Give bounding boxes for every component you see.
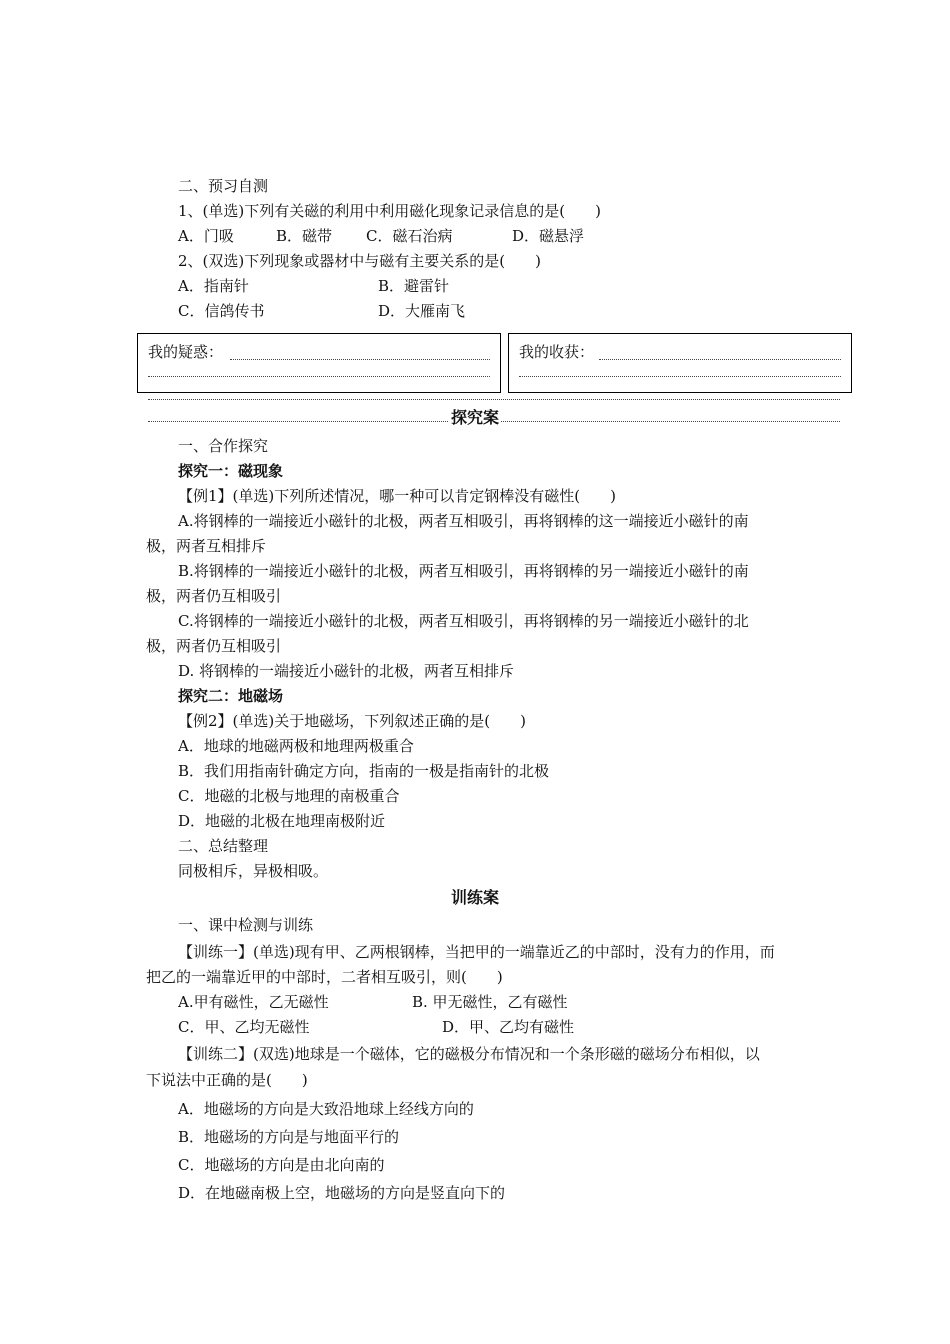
- q2-option-c: C．信鸽传书: [178, 302, 265, 320]
- doubt-writing-line[interactable]: [148, 376, 490, 377]
- t1-stem-cont: 把乙的一端靠近甲的中部时，二者相互吸引，则( ): [146, 968, 503, 986]
- ex1-option-c-cont: 极，两者仍互相吸引: [146, 637, 282, 655]
- ex1-option-b: B.将钢棒的一端接近小磁针的北极，两者互相吸引，再将钢棒的另一端接近小磁针的南: [178, 562, 749, 580]
- gain-writing-line[interactable]: [599, 359, 841, 360]
- t2-option-b: B．地磁场的方向是与地面平行的: [178, 1128, 400, 1146]
- ex2-option-c: C．地磁的北极与地理的南极重合: [178, 787, 400, 805]
- t2-option-a: A．地磁场的方向是大致沿地球上经线方向的: [178, 1100, 474, 1118]
- q2-option-b: B．避雷针: [378, 277, 450, 295]
- training-heading: 一、课中检测与训练: [178, 916, 314, 934]
- q1-option-b: B．磁带: [276, 227, 333, 245]
- q1-option-a: A．门吸: [178, 227, 234, 245]
- ex1-option-a-cont: 极，两者互相排斥: [146, 537, 267, 555]
- ex1-option-a: A.将钢棒的一端接近小磁针的北极，两者互相吸引，再将钢棒的这一端接近小磁针的南: [178, 512, 749, 530]
- q2-option-d: D．大雁南飞: [378, 302, 466, 320]
- ex2-option-d: D．地磁的北极在地理南极附近: [178, 812, 386, 830]
- divider-line: [148, 399, 840, 400]
- ex2-stem: 【例2】(单选)关于地磁场，下列叙述正确的是( ): [178, 712, 526, 730]
- t1-stem: 【训练一】(单选)现有甲、乙两根钢棒，当把甲的一端靠近乙的中部时，没有力的作用，而: [178, 943, 775, 961]
- q1-option-c: C．磁石治病: [366, 227, 453, 245]
- q1-stem: 1、(单选)下列有关磁的利用中利用磁化现象记录信息的是( ): [178, 202, 601, 220]
- doubt-label: 我的疑惑：: [148, 343, 224, 361]
- t1-option-b: B. 甲无磁性，乙有磁性: [412, 993, 568, 1011]
- ex1-option-b-cont: 极，两者仍互相吸引: [146, 587, 282, 605]
- t2-stem-cont: 下说法中正确的是( ): [146, 1071, 308, 1089]
- t2-stem: 【训练二】(双选)地球是一个磁体，它的磁极分布情况和一个条形磁的磁场分布相似，以: [178, 1045, 760, 1063]
- t1-option-d: D．甲、乙均有磁性: [442, 1018, 575, 1036]
- q1-option-d: D．磁悬浮: [512, 227, 585, 245]
- doubt-box: [137, 333, 501, 393]
- q2-option-a: A．指南针: [178, 277, 249, 295]
- explore-heading: 一、合作探究: [178, 437, 269, 455]
- summary-heading: 二、总结整理: [178, 837, 269, 855]
- summary-text: 同极相斥，异极相吸。: [178, 862, 329, 880]
- t1-option-a: A.甲有磁性，乙无磁性: [178, 993, 329, 1011]
- topic2-heading: 探究二：地磁场: [178, 687, 284, 705]
- training-title: 训练案: [450, 888, 499, 907]
- ex1-option-c: C.将钢棒的一端接近小磁针的北极，两者互相吸引，再将钢棒的另一端接近小磁针的北: [178, 612, 749, 630]
- gain-label: 我的收获：: [519, 343, 595, 361]
- t2-option-d: D．在地磁南极上空，地磁场的方向是竖直向下的: [178, 1184, 506, 1202]
- ex2-option-a: A．地球的地磁两极和地理两极重合: [178, 737, 414, 755]
- ex1-stem: 【例1】(单选)下列所述情况，哪一种可以肯定钢棒没有磁性( ): [178, 487, 616, 505]
- doubt-writing-line[interactable]: [230, 359, 490, 360]
- topic1-heading: 探究一：磁现象: [178, 462, 284, 480]
- gain-box: [508, 333, 852, 393]
- explore-title: [0, 408, 950, 428]
- q2-stem: 2、(双选)下列现象或器材中与磁有主要关系的是( ): [178, 252, 541, 270]
- preview-heading: 二、预习自测: [178, 177, 269, 195]
- t2-option-c: C．地磁场的方向是由北向南的: [178, 1156, 385, 1174]
- explore-title-text: 探究案: [450, 408, 499, 427]
- t1-option-c: C．甲、乙均无磁性: [178, 1018, 310, 1036]
- ex1-option-d: D. 将钢棒的一端接近小磁针的北极，两者互相排斥: [178, 662, 515, 680]
- gain-writing-line[interactable]: [519, 376, 841, 377]
- ex2-option-b: B．我们用指南针确定方向，指南的一极是指南针的北极: [178, 762, 550, 780]
